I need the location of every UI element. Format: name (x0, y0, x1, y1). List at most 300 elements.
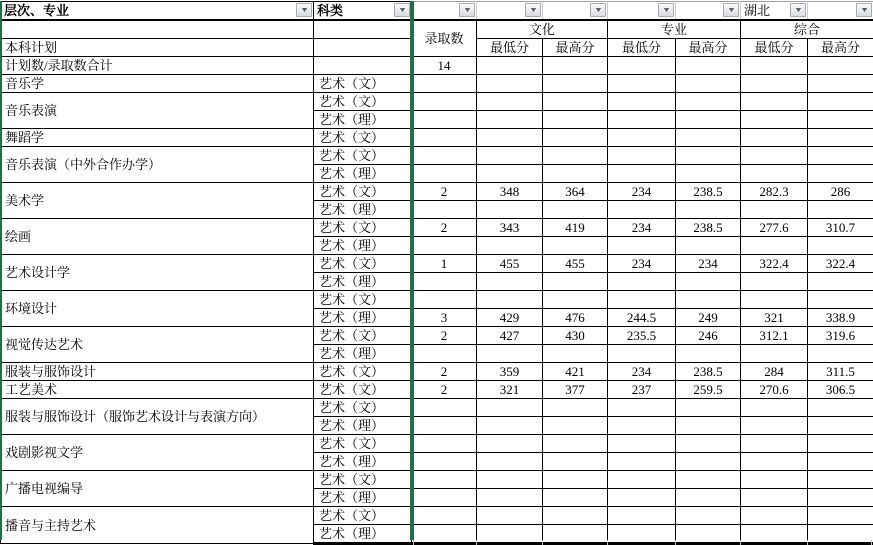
subject-type-cell[interactable]: 艺术（文） (314, 75, 412, 93)
major-score-group-header[interactable]: 专业 (608, 20, 741, 39)
score-cell[interactable] (808, 111, 873, 129)
score-cell[interactable] (477, 453, 543, 471)
score-cell[interactable] (543, 435, 608, 453)
score-cell[interactable] (676, 273, 741, 291)
score-cell[interactable] (543, 471, 608, 489)
score-cell[interactable] (477, 399, 543, 417)
undergrad-plan-cell[interactable]: 本科计划 (1, 39, 314, 57)
score-cell[interactable] (477, 345, 543, 363)
major-row (1, 75, 873, 93)
major-name-cell[interactable]: 工艺美术 (1, 381, 314, 399)
score-cell[interactable]: 306.5 (808, 381, 873, 399)
score-cell[interactable]: 343 (477, 219, 543, 237)
left-page-boundary-line (0, 1, 2, 540)
major-row (1, 255, 873, 273)
score-cell[interactable] (676, 165, 741, 183)
score-cell[interactable] (412, 273, 477, 291)
score-cell[interactable] (477, 147, 543, 165)
score-cell[interactable] (608, 417, 676, 435)
score-cell[interactable] (608, 147, 676, 165)
subject-type-cell[interactable]: 艺术（理） (314, 417, 412, 435)
score-cell[interactable]: 2 (412, 183, 477, 201)
score-cell[interactable] (543, 129, 608, 147)
score-cell[interactable]: 364 (543, 183, 608, 201)
major-row (1, 363, 873, 381)
score-cell[interactable]: 338.9 (808, 309, 873, 327)
gridline-tick (413, 540, 414, 545)
composite-group-header[interactable]: 综合 (741, 20, 873, 39)
province-filter-label: 湖北 (744, 3, 771, 18)
subject-type-cell[interactable]: 艺术（理） (314, 201, 412, 219)
empty-cell[interactable] (1, 20, 314, 39)
score-cell[interactable] (808, 165, 873, 183)
score-cell[interactable]: 277.6 (741, 219, 808, 237)
score-cell[interactable]: 429 (477, 309, 543, 327)
score-cell[interactable] (543, 291, 608, 309)
gridline-tick (871, 540, 872, 545)
score-cell[interactable] (676, 57, 741, 75)
score-cell[interactable] (412, 75, 477, 93)
score-cell[interactable] (676, 147, 741, 165)
major-row (1, 219, 873, 237)
subject-type-cell[interactable]: 艺术（理） (314, 525, 412, 544)
score-cell[interactable] (741, 75, 808, 93)
score-cell[interactable] (808, 399, 873, 417)
max-score-header[interactable]: 最高分 (543, 39, 608, 57)
score-cell[interactable]: 246 (676, 327, 741, 345)
score-cell[interactable] (808, 201, 873, 219)
score-cell[interactable] (741, 165, 808, 183)
score-cell[interactable] (477, 165, 543, 183)
major-row (1, 507, 873, 525)
subject-type-cell[interactable]: 艺术（文） (314, 399, 412, 417)
score-cell[interactable]: 234 (676, 255, 741, 273)
score-cell[interactable]: 1 (412, 255, 477, 273)
score-cell[interactable]: 2 (412, 219, 477, 237)
score-cell[interactable] (808, 75, 873, 93)
score-cell[interactable]: 310.7 (808, 219, 873, 237)
score-cell[interactable]: 286 (808, 183, 873, 201)
max-score-header[interactable]: 最高分 (676, 39, 741, 57)
total-admit-count-cell[interactable]: 14 (412, 57, 477, 75)
score-cell[interactable] (608, 507, 676, 525)
score-cell[interactable] (608, 345, 676, 363)
score-cell[interactable]: 249 (676, 309, 741, 327)
score-cell[interactable] (543, 75, 608, 93)
score-cell[interactable] (808, 273, 873, 291)
score-cell[interactable] (608, 453, 676, 471)
score-cell[interactable] (477, 291, 543, 309)
score-cell[interactable] (412, 435, 477, 453)
score-cell[interactable] (412, 399, 477, 417)
score-cell[interactable] (477, 525, 543, 544)
score-cell[interactable] (741, 471, 808, 489)
score-cell[interactable]: 282.3 (741, 183, 808, 201)
score-cell[interactable] (477, 93, 543, 111)
score-cell[interactable] (543, 525, 608, 544)
empty-cell[interactable] (314, 20, 412, 39)
score-cell[interactable] (741, 399, 808, 417)
filter-cell[interactable] (412, 2, 477, 21)
subject-type-cell[interactable]: 艺术（理） (314, 111, 412, 129)
score-cell[interactable] (412, 291, 477, 309)
score-cell[interactable] (608, 435, 676, 453)
score-cell[interactable]: 259.5 (676, 381, 741, 399)
empty-cell[interactable] (314, 39, 412, 57)
score-cell[interactable] (741, 129, 808, 147)
score-cell[interactable] (676, 111, 741, 129)
chevron-down-icon: ▼ (661, 5, 671, 14)
major-row (1, 471, 873, 489)
score-cell[interactable] (808, 57, 873, 75)
score-cell[interactable] (741, 489, 808, 507)
score-cell[interactable]: 235.5 (608, 327, 676, 345)
score-cell[interactable] (608, 399, 676, 417)
score-cell[interactable]: 238.5 (676, 183, 741, 201)
score-cell[interactable] (741, 345, 808, 363)
filter-dropdown-button[interactable] (658, 3, 674, 17)
filter-cell[interactable] (676, 2, 741, 21)
score-cell[interactable] (608, 489, 676, 507)
score-cell[interactable] (543, 201, 608, 219)
score-cell[interactable]: 2 (412, 381, 477, 399)
score-cell[interactable] (412, 471, 477, 489)
filter-dropdown-button[interactable] (790, 3, 806, 17)
major-row (1, 399, 873, 417)
score-cell[interactable] (608, 111, 676, 129)
filter-dropdown-button[interactable] (296, 3, 312, 17)
score-cell[interactable] (608, 57, 676, 75)
subject-type-cell[interactable]: 艺术（文） (314, 363, 412, 381)
score-cell[interactable] (808, 471, 873, 489)
score-cell[interactable] (808, 237, 873, 255)
score-cell[interactable] (741, 237, 808, 255)
chevron-down-icon: ▼ (593, 5, 603, 14)
score-cell[interactable]: 321 (741, 309, 808, 327)
score-cell[interactable] (741, 57, 808, 75)
score-cell[interactable] (412, 147, 477, 165)
gridline-tick (476, 540, 477, 545)
subject-type-cell[interactable]: 艺术（理） (314, 489, 412, 507)
score-cell[interactable] (412, 201, 477, 219)
major-name-cell[interactable]: 绘画 (1, 219, 314, 255)
score-cell[interactable] (477, 417, 543, 435)
score-cell[interactable]: 234 (608, 363, 676, 381)
score-cell[interactable] (808, 417, 873, 435)
score-cell[interactable] (412, 129, 477, 147)
score-cell[interactable] (808, 435, 873, 453)
major-name-cell[interactable]: 服装与服饰设计（服饰艺术设计与表演方向） (1, 399, 314, 435)
score-cell[interactable]: 244.5 (608, 309, 676, 327)
subject-type-cell[interactable]: 艺术（文） (314, 129, 412, 147)
subject-type-cell[interactable]: 艺术（文） (314, 507, 412, 525)
score-cell[interactable]: 321 (477, 381, 543, 399)
subject-type-cell[interactable]: 艺术（理） (314, 345, 412, 363)
score-cell[interactable] (477, 435, 543, 453)
major-name-cell[interactable]: 视觉传达艺术 (1, 327, 314, 363)
gridline-tick (607, 540, 608, 545)
score-cell[interactable] (676, 237, 741, 255)
subject-type-filter-label: 科类 (317, 3, 344, 18)
filter-cell[interactable] (808, 2, 873, 21)
major-rows-body (1, 75, 873, 544)
score-cell[interactable] (808, 507, 873, 525)
subject-type-cell[interactable]: 艺术（文） (314, 471, 412, 489)
subject-type-cell[interactable]: 艺术（文） (314, 255, 412, 273)
filter-cell[interactable] (477, 2, 543, 21)
score-cell[interactable] (477, 237, 543, 255)
chevron-down-icon: ▼ (528, 5, 538, 14)
score-cell[interactable] (676, 399, 741, 417)
filter-dropdown-button[interactable] (856, 3, 872, 17)
score-cell[interactable] (676, 345, 741, 363)
major-row (1, 291, 873, 309)
major-name-cell[interactable]: 服装与服饰设计 (1, 363, 314, 381)
score-cell[interactable] (808, 129, 873, 147)
subject-type-cell[interactable]: 艺术（文） (314, 381, 412, 399)
score-cell[interactable] (608, 525, 676, 544)
filter-dropdown-button[interactable] (723, 3, 739, 17)
score-cell[interactable]: 2 (412, 363, 477, 381)
score-cell[interactable] (676, 507, 741, 525)
score-cell[interactable]: 455 (477, 255, 543, 273)
subject-type-cell[interactable]: 艺术（文） (314, 291, 412, 309)
totals-label-cell[interactable]: 计划数/录取数合计 (1, 57, 314, 75)
chevron-down-icon: ▼ (397, 5, 407, 14)
score-cell[interactable] (676, 291, 741, 309)
subject-type-cell[interactable]: 艺术（理） (314, 237, 412, 255)
score-cell[interactable] (676, 489, 741, 507)
subject-type-cell[interactable]: 艺术（文） (314, 219, 412, 237)
subject-type-cell[interactable]: 艺术（理） (314, 453, 412, 471)
score-cell[interactable] (543, 57, 608, 75)
score-cell[interactable] (477, 471, 543, 489)
score-cell[interactable] (543, 111, 608, 129)
score-cell[interactable] (676, 417, 741, 435)
score-cell[interactable]: 419 (543, 219, 608, 237)
score-cell[interactable] (608, 75, 676, 93)
score-cell[interactable]: 430 (543, 327, 608, 345)
subject-type-cell[interactable]: 艺术（理） (314, 273, 412, 291)
score-cell[interactable] (543, 147, 608, 165)
major-name-cell[interactable]: 舞蹈学 (1, 129, 314, 147)
major-row (1, 147, 873, 165)
major-name-cell[interactable]: 美术学 (1, 183, 314, 219)
header-group-row (1, 20, 873, 39)
major-name-cell[interactable]: 环境设计 (1, 291, 314, 327)
score-cell[interactable] (412, 507, 477, 525)
score-cell[interactable] (741, 93, 808, 111)
gridline-tick (542, 540, 543, 545)
major-row (1, 381, 873, 399)
score-cell[interactable] (477, 129, 543, 147)
score-cell[interactable] (741, 201, 808, 219)
score-cell[interactable] (543, 453, 608, 471)
subject-type-cell[interactable]: 艺术（文） (314, 327, 412, 345)
subject-type-cell[interactable]: 艺术（文） (314, 183, 412, 201)
score-cell[interactable] (412, 453, 477, 471)
major-row (1, 129, 873, 147)
major-name-cell[interactable]: 音乐表演 (1, 93, 314, 129)
major-name-cell[interactable]: 音乐表演（中外合作办学） (1, 147, 314, 183)
subject-type-cell[interactable]: 艺术（文） (314, 435, 412, 453)
score-cell[interactable] (741, 147, 808, 165)
score-cell[interactable] (741, 453, 808, 471)
score-cell[interactable] (543, 237, 608, 255)
score-cell[interactable] (412, 489, 477, 507)
score-cell[interactable]: 2 (412, 327, 477, 345)
score-cell[interactable]: 237 (608, 381, 676, 399)
score-cell[interactable]: 238.5 (676, 363, 741, 381)
score-cell[interactable]: 3 (412, 309, 477, 327)
score-cell[interactable] (608, 201, 676, 219)
score-cell[interactable]: 312.1 (741, 327, 808, 345)
score-cell[interactable]: 359 (477, 363, 543, 381)
score-cell[interactable] (676, 471, 741, 489)
chevron-down-icon: ▼ (726, 5, 736, 14)
subject-type-cell[interactable]: 艺术（理） (314, 165, 412, 183)
score-cell[interactable] (477, 111, 543, 129)
score-cell[interactable]: 421 (543, 363, 608, 381)
filter-dropdown-button[interactable] (459, 3, 475, 17)
score-cell[interactable] (741, 273, 808, 291)
major-name-cell[interactable]: 音乐学 (1, 75, 314, 93)
score-cell[interactable] (676, 453, 741, 471)
score-cell[interactable] (608, 471, 676, 489)
score-cell[interactable] (608, 93, 676, 111)
score-cell[interactable] (543, 417, 608, 435)
subject-type-cell[interactable]: 艺术（理） (314, 309, 412, 327)
score-cell[interactable] (543, 273, 608, 291)
score-cell[interactable] (543, 345, 608, 363)
score-cell[interactable] (477, 273, 543, 291)
filter-cell-subject-type[interactable] (314, 2, 412, 21)
empty-cell[interactable] (314, 57, 412, 75)
score-cell[interactable] (741, 435, 808, 453)
score-cell[interactable] (808, 453, 873, 471)
score-cell[interactable] (741, 507, 808, 525)
score-cell[interactable] (808, 147, 873, 165)
filter-cell[interactable] (608, 2, 676, 21)
score-cell[interactable] (608, 165, 676, 183)
score-cell[interactable] (608, 291, 676, 309)
score-cell[interactable] (412, 417, 477, 435)
score-cell[interactable] (808, 489, 873, 507)
filter-cell-province[interactable] (741, 2, 808, 21)
score-cell[interactable] (741, 525, 808, 544)
filter-cell-level-major[interactable] (1, 2, 314, 21)
major-name-cell[interactable]: 播音与主持艺术 (1, 507, 314, 544)
score-cell[interactable] (676, 435, 741, 453)
score-cell[interactable] (676, 201, 741, 219)
score-cell[interactable] (477, 507, 543, 525)
score-cell[interactable] (676, 525, 741, 544)
score-cell[interactable]: 476 (543, 309, 608, 327)
score-cell[interactable] (676, 129, 741, 147)
min-score-header[interactable]: 最低分 (477, 39, 543, 57)
score-cell[interactable]: 234 (608, 219, 676, 237)
major-name-cell[interactable]: 广播电视编导 (1, 471, 314, 507)
min-score-header[interactable]: 最低分 (608, 39, 676, 57)
score-cell[interactable]: 455 (543, 255, 608, 273)
score-cell[interactable]: 284 (741, 363, 808, 381)
score-cell[interactable] (543, 489, 608, 507)
score-cell[interactable] (741, 111, 808, 129)
score-cell[interactable] (477, 201, 543, 219)
score-cell[interactable] (741, 417, 808, 435)
score-cell[interactable] (412, 111, 477, 129)
score-cell[interactable]: 319.6 (808, 327, 873, 345)
score-cell[interactable]: 234 (608, 183, 676, 201)
score-cell[interactable] (412, 525, 477, 544)
subject-type-cell[interactable]: 艺术（文） (314, 93, 412, 111)
chevron-down-icon: ▼ (462, 5, 472, 14)
score-cell[interactable]: 322.4 (808, 255, 873, 273)
score-cell[interactable]: 322.4 (741, 255, 808, 273)
score-cell[interactable] (608, 237, 676, 255)
chevron-down-icon: ▼ (299, 5, 309, 14)
culture-group-header[interactable]: 文化 (477, 20, 608, 39)
score-cell[interactable] (543, 399, 608, 417)
score-cell[interactable]: 234 (608, 255, 676, 273)
score-cell[interactable] (477, 75, 543, 93)
score-cell[interactable] (808, 291, 873, 309)
score-cell[interactable] (676, 75, 741, 93)
score-cell[interactable] (543, 165, 608, 183)
level-major-filter-label: 层次、专业 (4, 3, 70, 18)
max-score-header[interactable]: 最高分 (808, 39, 873, 57)
score-cell[interactable] (741, 291, 808, 309)
score-cell[interactable] (412, 237, 477, 255)
min-score-header[interactable]: 最低分 (741, 39, 808, 57)
gridline-tick (807, 540, 808, 545)
score-cell[interactable]: 238.5 (676, 219, 741, 237)
score-cell[interactable]: 270.6 (741, 381, 808, 399)
score-cell[interactable]: 348 (477, 183, 543, 201)
freeze-pane-divider (410, 1, 414, 540)
score-cell[interactable] (676, 93, 741, 111)
admit-count-header[interactable]: 录取数 (412, 20, 477, 57)
totals-row (1, 57, 873, 75)
score-cell[interactable] (543, 93, 608, 111)
score-cell[interactable] (412, 345, 477, 363)
score-cell[interactable] (808, 93, 873, 111)
score-cell[interactable]: 377 (543, 381, 608, 399)
score-cell[interactable] (477, 57, 543, 75)
score-cell[interactable] (808, 345, 873, 363)
score-cell[interactable] (608, 129, 676, 147)
gridline-tick (740, 540, 741, 545)
filter-dropdown-button[interactable] (525, 3, 541, 17)
major-name-cell[interactable]: 戏剧影视文学 (1, 435, 314, 471)
major-row (1, 93, 873, 111)
score-cell[interactable] (477, 489, 543, 507)
subject-type-cell[interactable]: 艺术（文） (314, 147, 412, 165)
major-name-cell[interactable]: 艺术设计学 (1, 255, 314, 291)
major-row (1, 435, 873, 453)
score-cell[interactable] (543, 507, 608, 525)
filter-dropdown-button[interactable] (394, 3, 410, 17)
filter-dropdown-button[interactable] (590, 3, 606, 17)
filter-cell[interactable] (543, 2, 608, 21)
score-cell[interactable] (808, 525, 873, 544)
score-cell[interactable] (412, 165, 477, 183)
score-cell[interactable]: 427 (477, 327, 543, 345)
score-cell[interactable] (608, 273, 676, 291)
score-cell[interactable] (412, 93, 477, 111)
score-cell[interactable]: 311.5 (808, 363, 873, 381)
filter-row (1, 2, 873, 21)
